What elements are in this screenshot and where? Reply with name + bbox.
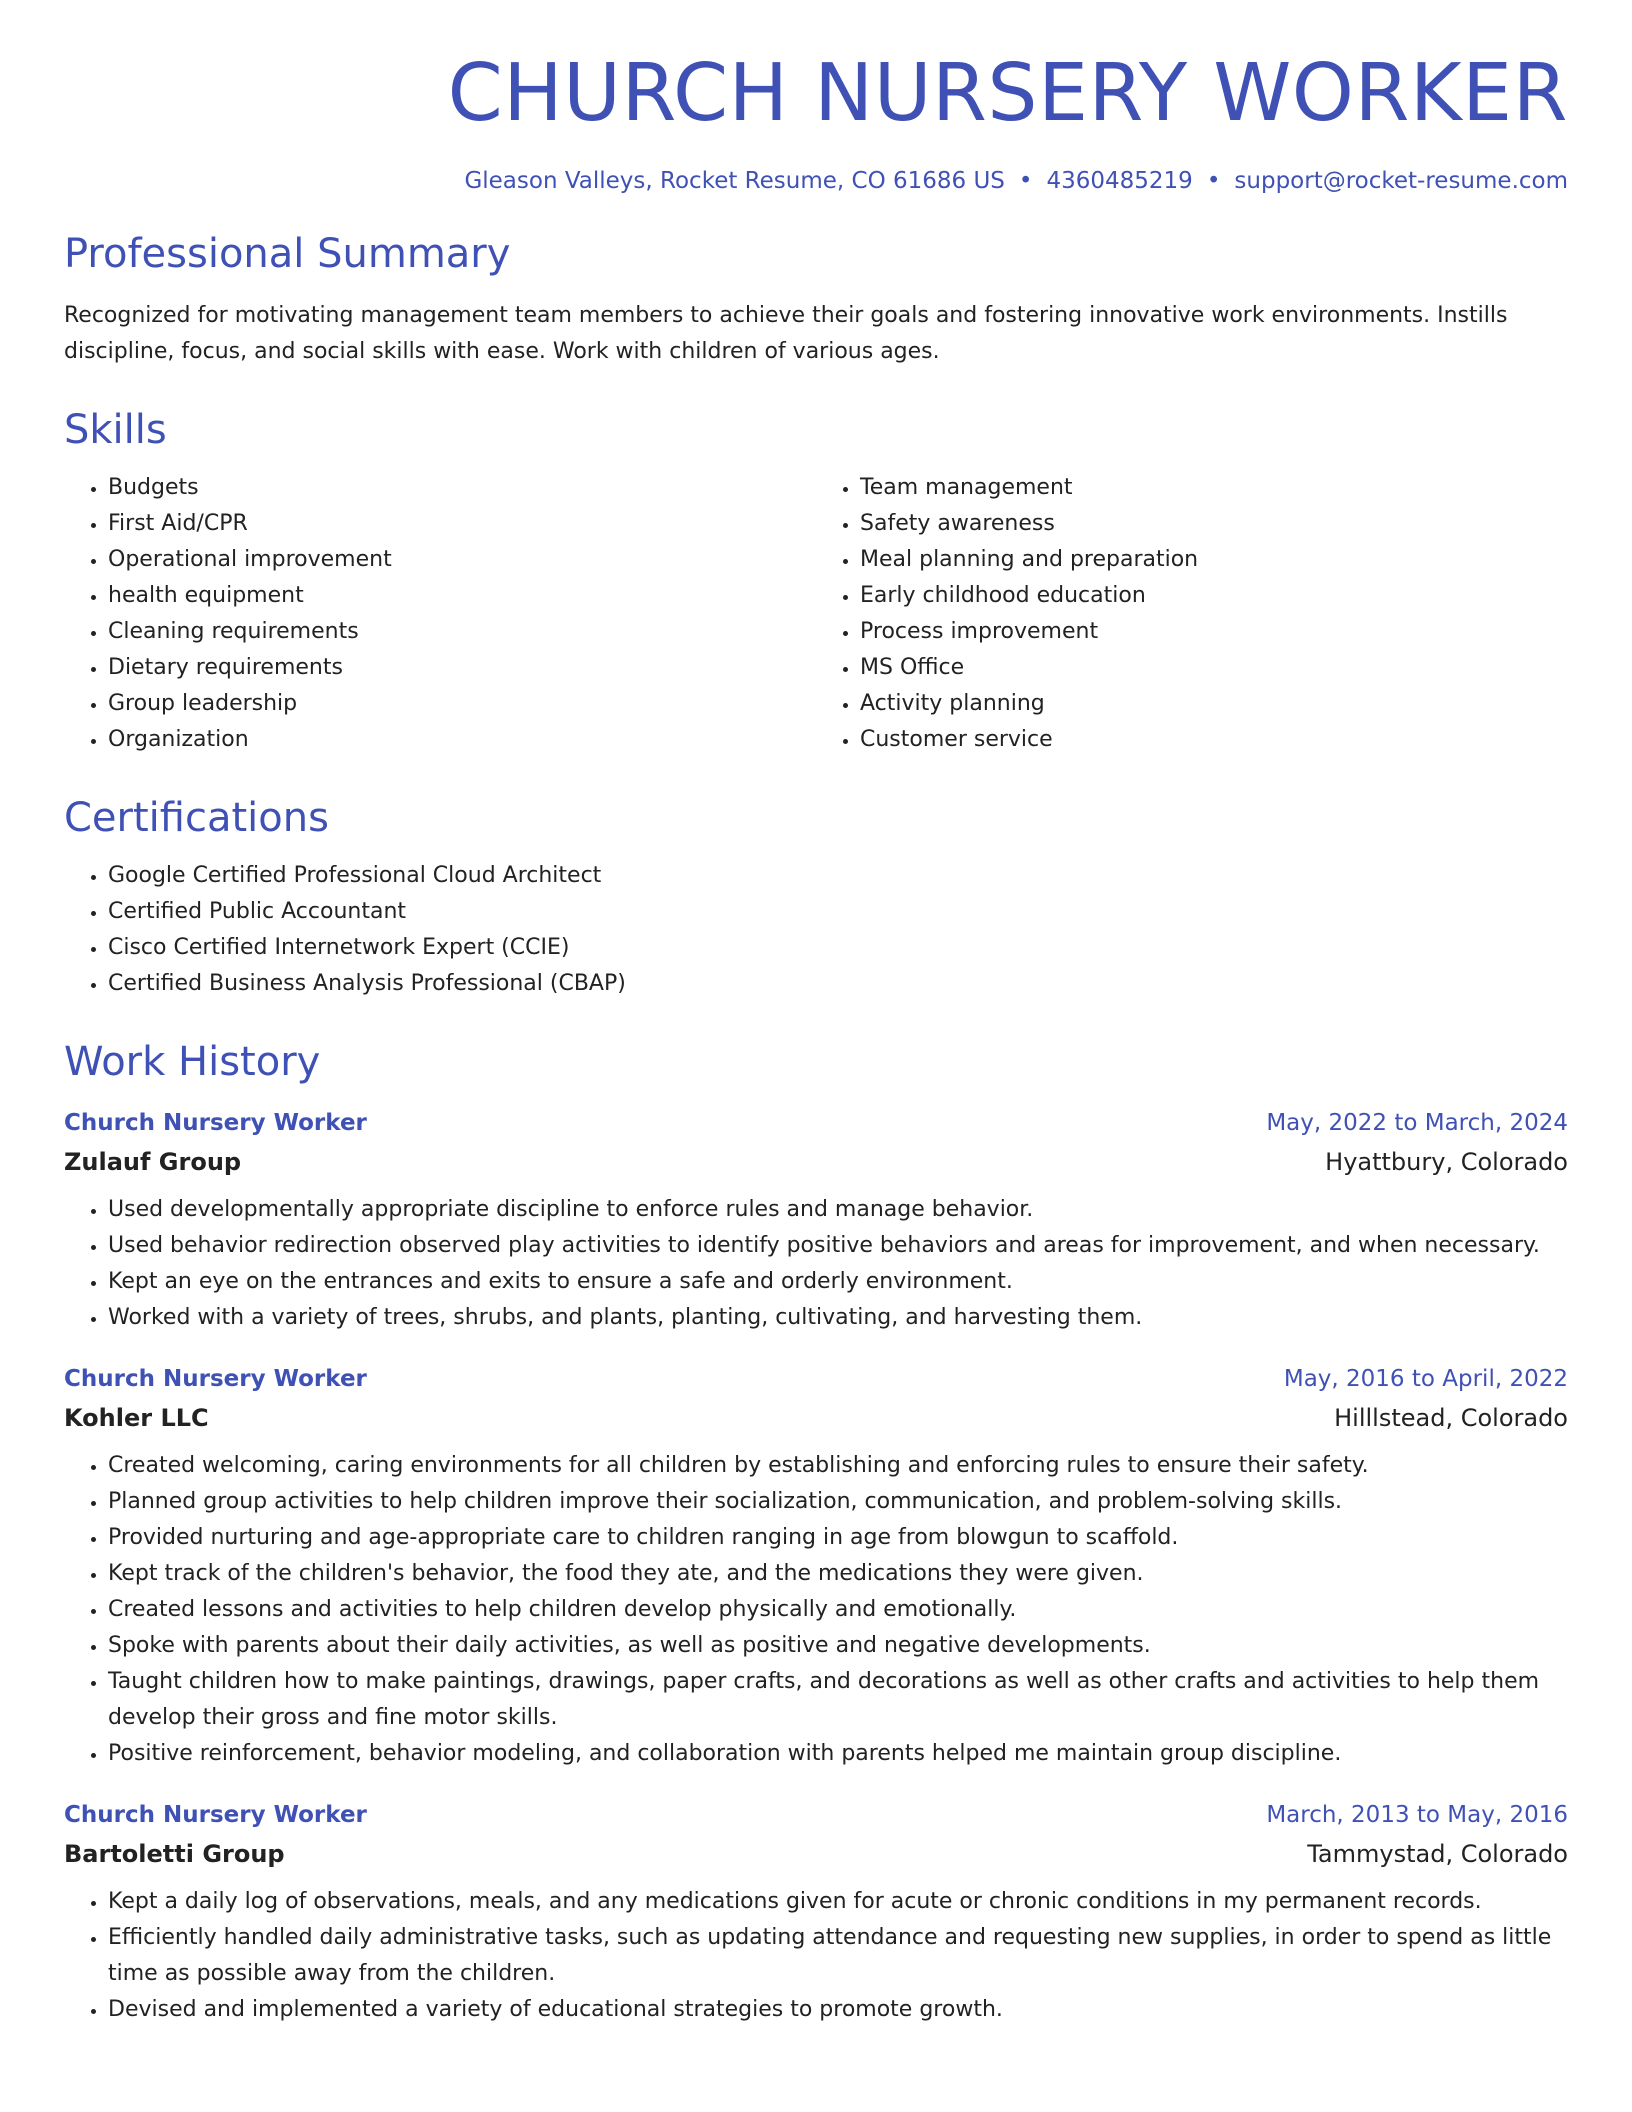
job-bullet: • Spoke with parents about their daily activities, as well as positive and negative developments.	[108, 1628, 1568, 1664]
skill-item: • Cleaning requirements	[108, 614, 816, 650]
certification-item: • Google Certified Professional Cloud Architect	[108, 858, 1568, 894]
skill-item: • Budgets	[108, 470, 816, 506]
skill-item: • Organization	[108, 722, 816, 758]
skills-columns	[64, 470, 1568, 758]
skill-item: • Team management	[860, 470, 1568, 506]
work-history-list	[64, 1104, 1568, 2028]
summary-text: Recognized for motivating management team members to achieve their goals and fostering innovative work environments. Instills discipline, focus, and social skills with ease. Work with children of various ages.	[64, 302, 1508, 364]
skill-item: • Customer service	[860, 722, 1568, 758]
skill-item: • Safety awareness	[860, 506, 1568, 542]
job-bullet: • Positive reinforcement, behavior modeling, and collaboration with parents helped me maintain group discipline.	[108, 1736, 1568, 1772]
job-title: Church Nursery Worker	[64, 1365, 367, 1392]
job-entry	[64, 1796, 1568, 2028]
skill-item: • Early childhood education	[860, 578, 1568, 614]
job-bullet: • Taught children how to make paintings, drawings, paper crafts, and decorations as well as other crafts and activities to help them develop their gross and fine motor skills.	[108, 1664, 1568, 1736]
certifications-heading: Certifications	[64, 794, 329, 841]
skills-list-right	[816, 470, 1568, 758]
job-employer: Kohler LLC	[64, 1403, 209, 1432]
skill-item: • health equipment	[108, 578, 816, 614]
contact-phone: 4360485219	[1046, 167, 1193, 194]
job-title: Church Nursery Worker	[64, 1109, 367, 1136]
job-location: Tammystad, Colorado	[1307, 1839, 1568, 1868]
job-bullets	[64, 1448, 1568, 1772]
job-title-row	[64, 1104, 1568, 1142]
job-bullet: • Provided nurturing and age-appropriate care to children ranging in age from blowgun to scaffold.	[108, 1520, 1568, 1556]
certification-item: • Certified Public Accountant	[108, 894, 1568, 930]
certifications-list	[64, 858, 1568, 1002]
job-bullet: • Planned group activities to help children improve their socialization, communication, and problem-solving skills.	[108, 1484, 1568, 1520]
job-bullet: • Worked with a variety of trees, shrubs, and plants, planting, cultivating, and harvesting them.	[108, 1300, 1568, 1336]
job-bullet: • Devised and implemented a variety of educational strategies to promote growth.	[108, 1992, 1568, 2028]
job-bullet: • Kept an eye on the entrances and exits to ensure a safe and orderly environment.	[108, 1264, 1568, 1300]
job-bullet: • Used developmentally appropriate discipline to enforce rules and manage behavior.	[108, 1192, 1568, 1228]
skill-item: • Group leadership	[108, 686, 816, 722]
job-bullets	[64, 1884, 1568, 2028]
job-bullets	[64, 1192, 1568, 1336]
page-title: CHURCH NURSERY WORKER	[447, 47, 1568, 139]
work-history-heading: Work History	[64, 1038, 321, 1085]
skill-item: • Operational improvement	[108, 542, 816, 578]
job-employer: Bartoletti Group	[64, 1839, 285, 1868]
job-employer-row	[64, 1142, 1568, 1182]
resume-header	[64, 0, 1568, 194]
contact-line	[64, 168, 1568, 194]
skill-item: • MS Office	[860, 650, 1568, 686]
job-employer-row	[64, 1398, 1568, 1438]
job-entry	[64, 1104, 1568, 1336]
job-bullet: • Kept track of the children's behavior, the food they ate, and the medications they were given.	[108, 1556, 1568, 1592]
skill-item: • Meal planning and preparation	[860, 542, 1568, 578]
job-employer-row	[64, 1834, 1568, 1874]
skill-item: • First Aid/CPR	[108, 506, 816, 542]
job-title-row	[64, 1360, 1568, 1398]
contact-separator: •	[1206, 167, 1221, 194]
job-location: Hyattbury, Colorado	[1325, 1147, 1568, 1176]
job-entry	[64, 1360, 1568, 1772]
job-dates: March, 2013 to May, 2016	[1266, 1801, 1568, 1828]
skills-list-left	[64, 470, 816, 758]
job-employer: Zulauf Group	[64, 1147, 242, 1176]
job-title: Church Nursery Worker	[64, 1801, 367, 1828]
job-bullet: • Created welcoming, caring environments for all children by establishing and enforcing rules to ensure their safety.	[108, 1448, 1568, 1484]
certification-item: • Cisco Certified Internetwork Expert (CCIE)	[108, 930, 1568, 966]
skill-item: • Process improvement	[860, 614, 1568, 650]
skill-item: • Dietary requirements	[108, 650, 816, 686]
job-bullet: • Kept a daily log of observations, meals, and any medications given for acute or chronic conditions in my permanent records.	[108, 1884, 1568, 1920]
job-bullet: • Efficiently handled daily administrative tasks, such as updating attendance and requesting new supplies, in order to spend as little time as possible away from the children.	[108, 1920, 1568, 1992]
job-location: Hilllstead, Colorado	[1334, 1403, 1568, 1432]
contact-address: Gleason Valleys, Rocket Resume, CO 61686 US	[464, 167, 1005, 194]
contact-email[interactable]: support@rocket-resume.com	[1234, 167, 1568, 194]
job-dates: May, 2016 to April, 2022	[1283, 1365, 1568, 1392]
skill-item: • Activity planning	[860, 686, 1568, 722]
summary-heading: Professional Summary	[64, 230, 511, 277]
contact-separator: •	[1018, 167, 1033, 194]
job-dates: May, 2022 to March, 2024	[1266, 1109, 1568, 1136]
skills-heading: Skills	[64, 406, 167, 453]
job-bullet: • Used behavior redirection observed play activities to identify positive behaviors and areas for improvement, and when necessary.	[108, 1228, 1568, 1264]
certification-item: • Certified Business Analysis Professional (CBAP)	[108, 966, 1568, 1002]
job-title-row	[64, 1796, 1568, 1834]
job-bullet: • Created lessons and activities to help children develop physically and emotionally.	[108, 1592, 1568, 1628]
